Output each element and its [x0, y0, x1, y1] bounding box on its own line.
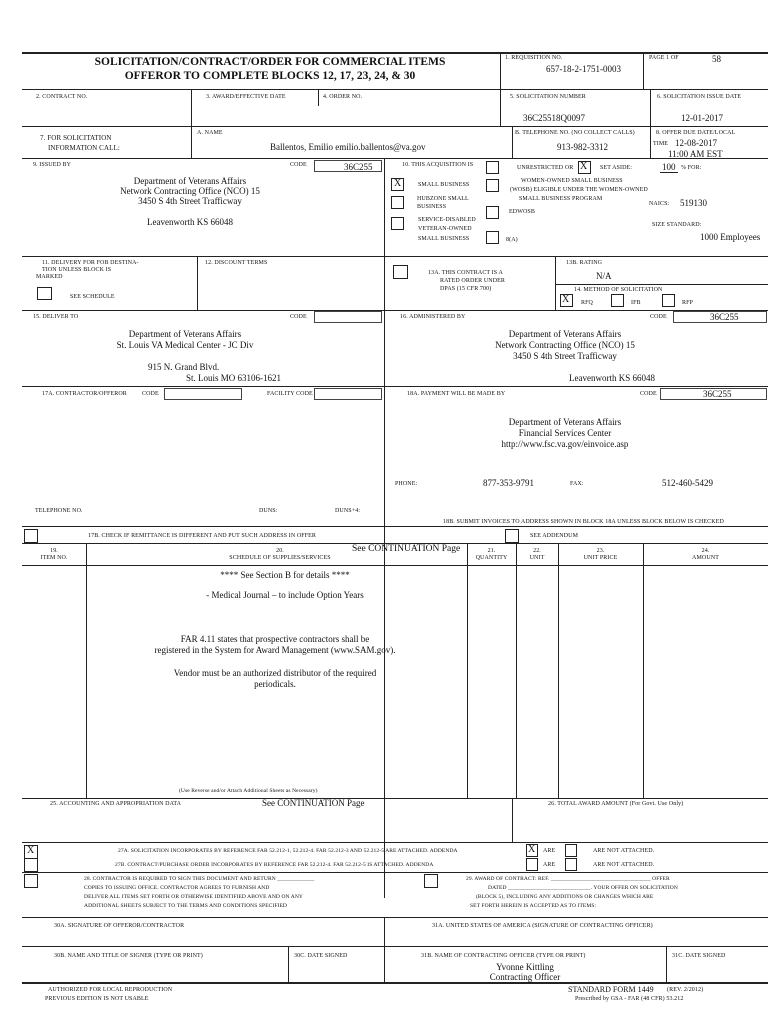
naics-value[interactable]: 519130	[680, 198, 707, 208]
name-label: A. NAME	[197, 130, 223, 136]
payment-line2: Financial Services Center	[518, 428, 612, 438]
hubzone-label-2: BUSINESS	[417, 204, 447, 210]
issue-date-value[interactable]: 12-01-2017	[681, 113, 723, 123]
see-schedule-label: SEE SCHEDULE	[70, 294, 115, 300]
wosb-label-3: SMALL BUSINESS PROGRAM	[519, 196, 603, 202]
27b-are-label: ARE	[543, 862, 556, 868]
col-schedule-label: SCHEDULE OF SUPPLIES/SERVICES	[229, 555, 331, 561]
small-business-label: SMALL BUSINESS	[418, 182, 470, 188]
addendum-checkbox[interactable]	[505, 529, 519, 543]
payment-code-label: CODE	[640, 391, 657, 397]
28-checkbox[interactable]	[24, 874, 38, 888]
29-checkbox[interactable]	[424, 874, 438, 888]
issued-by-line3: 3450 S 4th Street Trafficway	[138, 196, 242, 206]
hubzone-checkbox[interactable]	[391, 196, 404, 209]
27b-are-not-checkbox[interactable]	[565, 858, 577, 871]
27a-are-mark: X	[528, 844, 536, 855]
31b-name-label: 31B. NAME OF CONTRACTING OFFICER (TYPE OR PRINT)	[421, 953, 586, 959]
deliver-to-line3: 915 N. Grand Blvd.	[148, 362, 220, 372]
28-line2: COPIES TO ISSUING OFFICE. CONTRACTOR AGREES TO FURNISH AND	[84, 885, 270, 891]
deliver-to-code-label: CODE	[290, 314, 307, 320]
name-value[interactable]: Ballentos, Emilio emilio.ballentos@va.gov	[270, 142, 426, 152]
col-quantity-label: QUANTITY	[475, 555, 508, 561]
remittance-label: 17B. CHECK IF REMITTANCE IS DIFFERENT AND PUT SUCH ADDRESS IN OFFER	[88, 533, 317, 539]
deliver-to-label: 15. DELIVER TO	[33, 314, 79, 320]
administered-code-value: 36C255	[710, 312, 739, 322]
col-unit-label: UNIT	[529, 555, 545, 561]
administered-line1: Department of Veterans Affairs	[508, 329, 622, 339]
wosb-label-1: WOMEN-OWNED SMALL BUSINESS	[521, 178, 623, 184]
27b-are-checkbox[interactable]	[526, 858, 538, 871]
col-unit: 22.	[533, 548, 541, 554]
sdvosb-label-3: SMALL BUSINESS	[418, 236, 470, 242]
30a-signature-label: 30A. SIGNATURE OF OFFEROR/CONTRACTOR	[54, 923, 185, 929]
rated-order-checkbox[interactable]	[393, 265, 408, 279]
payment-phone-label: PHONE:	[395, 481, 418, 487]
27b-are-not-label: ARE NOT ATTACHED.	[593, 862, 655, 868]
deliver-to-line2: St. Louis VA Medical Center - JC Div	[116, 340, 254, 350]
facility-code-label: FACILITY CODE	[267, 391, 313, 397]
contract-no-label: 2. CONTRACT NO.	[36, 94, 88, 100]
sdvosb-checkbox[interactable]	[391, 217, 404, 230]
wosb-checkbox[interactable]	[486, 179, 499, 192]
col-amount-label: AMOUNT	[692, 555, 719, 561]
schedule-text-far-1: FAR 4.11 states that prospective contractors shall be	[180, 634, 370, 644]
unrestricted-label: UNRESTRICTED OR	[517, 165, 574, 171]
27a-are-not-label: ARE NOT ATTACHED.	[593, 848, 655, 854]
contractor-code-field[interactable]	[164, 388, 242, 400]
payment-code-value: 36C255	[703, 389, 732, 399]
footer-form-name: STANDARD FORM 1449	[568, 985, 654, 994]
hubzone-label-1: HUBZONE SMALL	[417, 196, 469, 202]
order-no-label: 4. ORDER NO.	[323, 94, 363, 100]
rfp-checkbox[interactable]	[662, 294, 675, 307]
issued-by-label: 9. ISSUED BY	[33, 162, 72, 168]
issued-by-line4: Leavenworth KS 66048	[147, 217, 233, 227]
wosb-label-2: (WOSB) ELIGIBLE UNDER THE WOMEN-OWNED	[510, 187, 648, 193]
col-schedule: 20.	[276, 548, 284, 554]
ifb-checkbox[interactable]	[611, 294, 624, 307]
payment-label: 18A. PAYMENT WILL BE MADE BY	[407, 391, 506, 397]
requisition-value[interactable]: 657-18-2-1751-0003	[546, 64, 621, 74]
contractor-code-label: CODE	[142, 391, 159, 397]
schedule-text-journal: - Medical Journal – to include Option Years	[206, 590, 364, 600]
schedule-footnote: (Use Reverse and/or Attach Additional Sheets as Necessary)	[179, 788, 318, 794]
info-call-label-2: INFORMATION CALL:	[48, 144, 120, 152]
set-aside-label: SET ASIDE:	[600, 165, 633, 171]
telephone-label: TELEPHONE NO.	[35, 508, 83, 514]
edwosb-label: EDWOSB	[509, 209, 535, 215]
schedule-text-far-2: registered in the System for Award Management (www.SAM.gov).	[154, 645, 396, 655]
acquisition-checkbox[interactable]	[486, 161, 499, 174]
size-standard-label: SIZE STANDARD:	[652, 222, 702, 228]
issued-by-code-value: 36C255	[344, 162, 373, 172]
col-quantity: 21.	[487, 548, 496, 554]
issued-by-line1: Department of Veterans Affairs	[133, 176, 247, 186]
col-item-no-label: ITEM NO.	[40, 555, 68, 561]
administered-line3: 3450 S 4th Street Trafficway	[513, 351, 617, 361]
form-title: SOLICITATION/CONTRACT/ORDER FOR COMMERCIAL ITEMS	[94, 56, 446, 68]
rated-label-3: DPAS (15 CFR 700)	[440, 286, 492, 292]
schedule-text-vendor-1: Vendor must be an authorized distributor of the required	[173, 668, 377, 678]
issued-by-line2: Network Contracting Office (NCO) 15	[120, 186, 260, 196]
29-line4: SET FORTH HEREIN IS ACCEPTED AS TO ITEMS:	[470, 903, 597, 909]
31c-date-label: 31C. DATE SIGNED	[672, 953, 726, 959]
sdvosb-label-2: VETERAN-OWNED	[418, 226, 472, 232]
27a-are-not-checkbox[interactable]	[565, 844, 577, 857]
see-schedule-checkbox[interactable]	[37, 287, 52, 300]
method-label: 14. METHOD OF SOLICITATION	[574, 287, 663, 293]
addendum-label: SEE ADDENDUM	[530, 533, 579, 539]
phone-value[interactable]: 913-982-3312	[557, 142, 608, 152]
form-subtitle: OFFEROR TO COMPLETE BLOCKS 12, 17, 23, 24, & 30	[124, 70, 416, 82]
rated-label-1: 13A. THIS CONTRACT IS A	[428, 270, 503, 276]
small-business-mark: X	[394, 178, 402, 189]
deliver-to-code-field[interactable]	[314, 311, 382, 323]
requisition-label: 1. REQUISITION NO.	[505, 55, 563, 61]
remittance-checkbox[interactable]	[24, 529, 38, 543]
solicitation-no-label: 5. SOLICITATION NUMBER	[510, 94, 586, 100]
page-total: 58	[712, 54, 721, 64]
31a-signature-label: 31A. UNITED STATES OF AMERICA (SIGNATURE OF CONTRACTING OFFICER)	[432, 923, 653, 929]
27b-text: 27B. CONTRACT/PURCHASE ORDER INCORPORATES BY REFERENCE FAR 52.212-4. FAR 52.212-5 IS ATTACHED. ADDENDA	[115, 862, 434, 868]
administered-line4: Leavenworth KS 66048	[569, 373, 655, 383]
sdvosb-label-1: SERVICE-DISABLED	[418, 217, 476, 223]
27a-text: 27A. SOLICITATION INCORPORATES BY REFERENCE FAR 52.212-1, 52.212-4. FAR 52.212-3 AND 52.212-5 ARE ATTACHED. ADDENDA	[118, 848, 458, 854]
accounting-value: See CONTINUATION Page	[262, 798, 365, 808]
info-call-label: 7. FOR SOLICITATION	[40, 134, 112, 142]
payment-phone-value[interactable]: 877-353-9791	[483, 478, 534, 488]
payment-fax-value[interactable]: 512-460-5429	[662, 478, 713, 488]
submit-invoices-label: 18B. SUBMIT INVOICES TO ADDRESS SHOWN IN BLOCK 18A UNLESS BLOCK BELOW IS CHECKED	[443, 519, 724, 525]
footer-prescribed: Prescribed by GSA - FAR (48 CFR) 53.212	[575, 996, 684, 1002]
see-continuation: See CONTINUATION Page	[352, 544, 461, 554]
size-standard-value[interactable]: 1000 Employees	[700, 232, 761, 242]
edwosb-checkbox[interactable]	[486, 206, 499, 219]
naics-label: NAICS:	[649, 201, 670, 207]
due-time-value[interactable]: 11:00 AM EST	[668, 149, 723, 159]
officer-title: Contracting Officer	[489, 972, 561, 982]
issue-date-label: 6. SOLICITATION ISSUE DATE	[657, 94, 742, 100]
due-date-value[interactable]: 12-08-2017	[675, 138, 717, 148]
rating-label: 13B. RATING	[566, 260, 603, 266]
28-line3: DELIVER ALL ITEMS SET FORTH OR OTHERWISE IDENTIFIED ABOVE AND ON ANY	[84, 894, 303, 900]
rated-label-2: RATED ORDER UNDER	[440, 278, 506, 284]
administered-by-label: 16. ADMINISTERED BY	[400, 314, 466, 320]
award-date-label: 3. AWARD/EFFECTIVE DATE	[206, 94, 286, 100]
29-line1: 29. AWARD OF CONTRACT: REF. ___________________________________ OFFER	[466, 876, 670, 882]
28-line1: 28. CONTRACTOR IS REQUIRED TO SIGN THIS DOCUMENT AND RETURN _____________	[84, 876, 315, 882]
time-label: TIME	[653, 141, 669, 147]
issued-by-code-label: CODE	[290, 162, 307, 168]
footer-edition: PREVIOUS EDITION IS NOT USABLE	[45, 996, 149, 1002]
col-unit-price: 23.	[596, 548, 605, 554]
27b-checkbox[interactable]	[24, 858, 38, 872]
ifb-label: IFB	[631, 300, 641, 306]
page-label: PAGE 1 OF	[649, 55, 679, 61]
schedule-text-section-b: **** See Section B for details ****	[220, 570, 350, 580]
col-item-no: 19.	[50, 548, 58, 554]
eight-a-label: 8(A)	[506, 237, 518, 243]
pct-for-label: % FOR:	[681, 165, 702, 171]
col-amount: 24.	[701, 548, 710, 554]
due-date-label: 8. OFFER DUE DATE/LOCAL	[656, 130, 736, 136]
rfp-label: RFP	[682, 300, 693, 306]
administered-line2: Network Contracting Office (NCO) 15	[495, 340, 635, 350]
rfq-label: RFQ	[581, 300, 593, 306]
fob-label-2: TION UNLESS BLOCK IS	[42, 267, 112, 273]
solicitation-no-value[interactable]: 36C25518Q0097	[523, 113, 586, 123]
payment-fax-label: FAX:	[570, 481, 584, 487]
footer-form-rev: (REV. 2/2012)	[667, 987, 704, 993]
27a-are-label: ARE	[543, 848, 556, 854]
rating-value[interactable]: N/A	[596, 271, 612, 281]
col-unit-price-label: UNIT PRICE	[583, 555, 618, 561]
phone-label: B. TELEPHONE NO. (NO COLLECT CALLS)	[515, 130, 635, 136]
duns4-label: DUNS+4:	[335, 508, 361, 514]
acquisition-label: 10. THIS ACQUISITION IS	[402, 162, 474, 168]
29-line2: DATED _____________________________. YOUR OFFER ON SOLICITATION	[488, 885, 678, 891]
discount-terms-label: 12. DISCOUNT TERMS	[205, 260, 268, 266]
payment-line1: Department of Veterans Affairs	[508, 417, 622, 427]
payment-url[interactable]: http://www.fsc.va.gov/einvoice.asp	[501, 439, 629, 449]
eight-a-checkbox[interactable]	[486, 231, 499, 244]
deliver-to-line4: St. Louis MO 63106-1621	[186, 373, 282, 383]
footer-reproduction: AUTHORIZED FOR LOCAL REPRODUCTION	[48, 987, 173, 993]
total-award-label: 26. TOTAL AWARD AMOUNT (For Govt. Use Only)	[548, 801, 684, 807]
contractor-label: 17A. CONTRACTOR/OFFEROR	[42, 391, 127, 397]
facility-code-field[interactable]	[314, 388, 382, 400]
accounting-label: 25. ACCOUNTING AND APPROPRIATION DATA	[50, 801, 182, 807]
30b-name-label: 30B. NAME AND TITLE OF SIGNER (TYPE OR PRINT)	[54, 953, 203, 959]
30c-date-label: 30C. DATE SIGNED	[294, 953, 348, 959]
deliver-to-line1: Department of Veterans Affairs	[128, 329, 242, 339]
set-aside-mark: X	[580, 161, 588, 172]
rfq-mark: X	[562, 294, 570, 305]
28-line4: ADDITIONAL SHEETS SUBJECT TO THE TERMS AND CONDITIONS SPECIFIED	[84, 903, 287, 909]
27a-mark: X	[27, 845, 35, 856]
duns-label: DUNS:	[259, 508, 278, 514]
fob-label-3: MARKED	[36, 274, 63, 280]
administered-code-label: CODE	[650, 314, 667, 320]
29-line3: (BLOCK 5), INCLUDING ANY ADDITIONS OR CHANGES WHICH ARE	[476, 894, 654, 900]
officer-name: Yvonne Kittling	[496, 962, 554, 972]
fob-label-1: 11. DELIVERY FOR FOB DESTINA-	[42, 260, 139, 266]
set-aside-pct[interactable]: 100	[662, 162, 676, 172]
schedule-text-vendor-2: periodicals.	[254, 679, 296, 689]
